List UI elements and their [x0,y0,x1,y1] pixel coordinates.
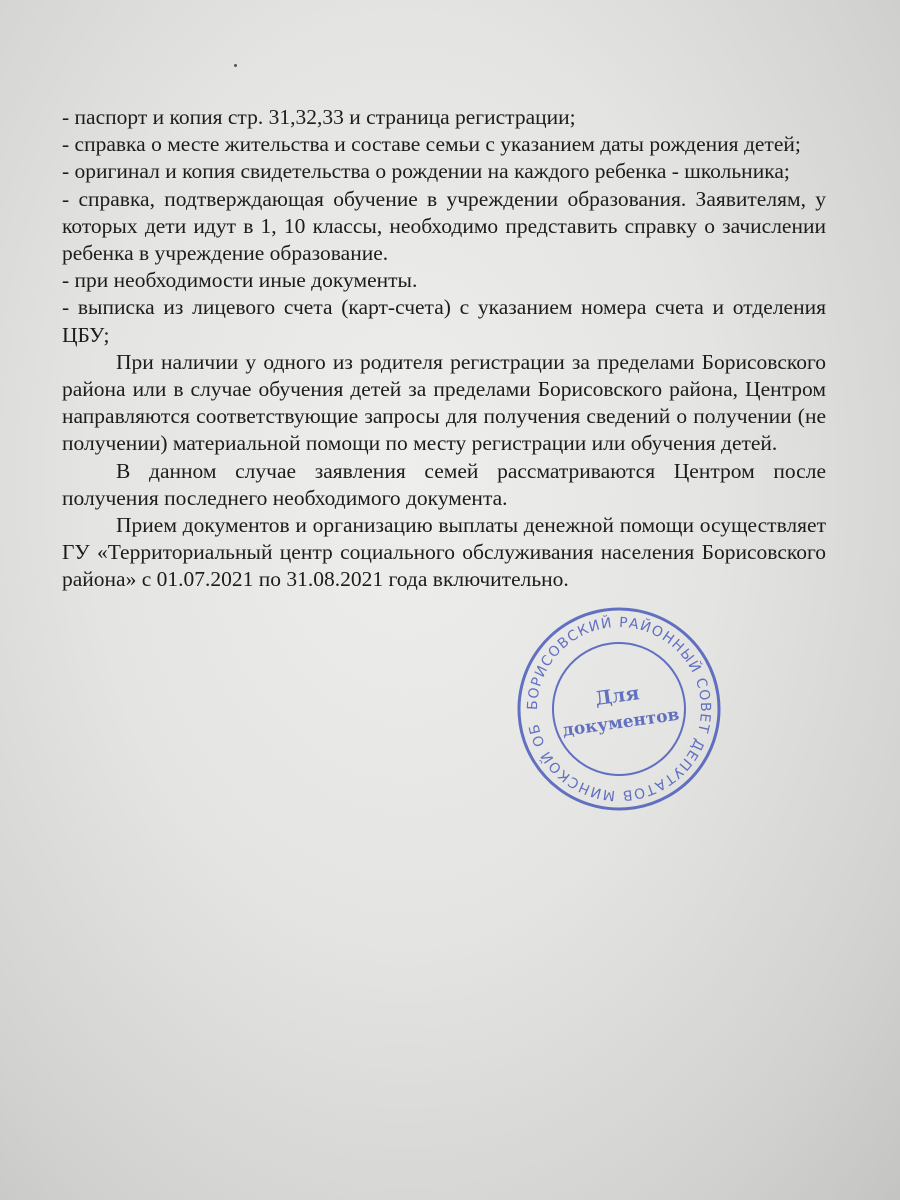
official-stamp [514,604,724,814]
document-body [62,104,826,594]
stamp-center-line1: Для [593,682,641,711]
stamp-center-line2: документов [561,704,681,741]
paragraph-registration-outside: При наличии у одного из родителя регистрации за пределами Борисовского района или в случае обучения детей за пределами Борисовского района, Центром направляются соответствующие запросы для получения сведений о получении (не получении) материальной помощи по месту регистрации или обучения детей. [62,349,826,456]
list-item-account-statement: - выписка из лицевого счета (карт-счета) с указанием номера счета и отделения ЦБУ; [62,295,826,347]
paragraph-reception-dates: Прием документов и организацию выплаты денежной помощи осуществляет ГУ «Территориальный центр социального обслуживания населения Борисовского района» с 01.07.2021 по 31.08.2021 года включительно. [62,513,826,592]
ink-dot [234,64,237,67]
list-item-residence-certificate: - справка о месте жительства и составе семьи с указанием даты рождения детей; [62,132,801,157]
list-item-education-certificate: - справка, подтверждающая обучение в учреждении образования. Заявителям, у которых дети идут в 1, 10 классы, необходимо представить справку о зачислении ребенка в учреждение образование. [62,186,826,266]
list-item-birth-certificate: - оригинал и копия свидетельства о рождении на каждого ребенка - школьника; [62,159,790,184]
list-item-other-documents: - при необходимости иные документы. [62,268,418,293]
stamp-ring-text: БОРИСОВСКИЙ РАЙОННЫЙ СОВЕТ ДЕПУТАТОВ МИНСКОЙ ОБЛАСТИ [524,614,714,804]
paragraph-review-order: В данном случае заявления семей рассматриваются Центром после получения последнего необходимого документа. [62,458,826,510]
stamp-outer-ring [514,604,724,814]
list-item-passport: - паспорт и копия стр. 31,32,33 и страница регистрации; [62,105,576,129]
